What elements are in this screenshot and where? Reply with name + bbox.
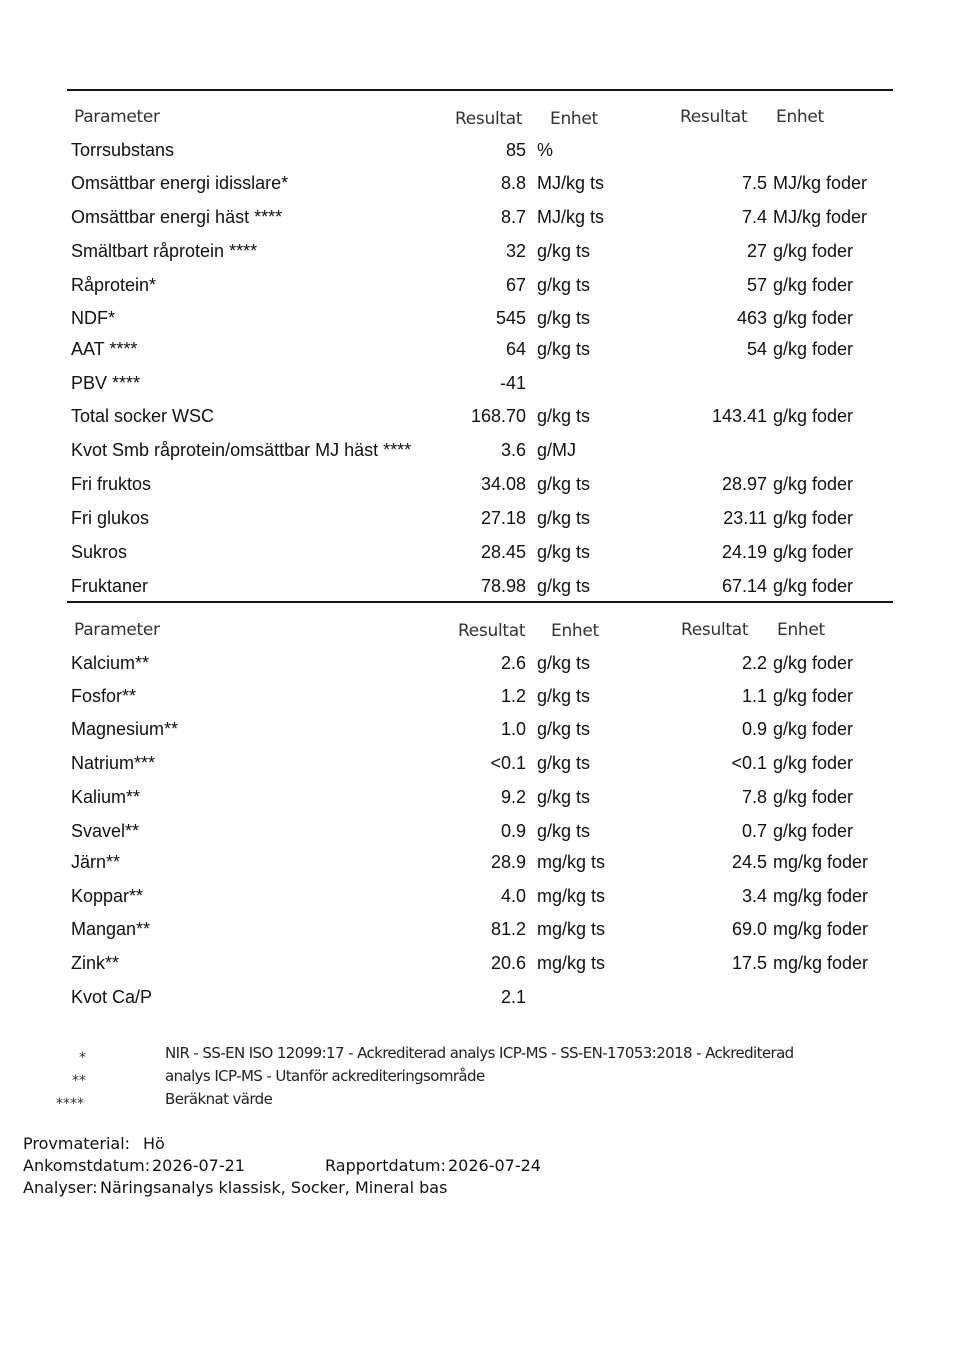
unit-ts: g/kg ts: [537, 653, 591, 673]
result-ts: 168.70: [470, 406, 526, 426]
unit-ts: g/kg ts: [537, 787, 591, 807]
unit-ts: g/kg ts: [537, 542, 591, 562]
result-ts: 67: [505, 275, 526, 295]
result-foder: 28.97: [721, 474, 767, 494]
result-ts: 0.9: [500, 821, 526, 841]
parameter-name: Natrium***: [71, 753, 156, 773]
unit-foder: g/kg foder: [773, 542, 854, 562]
unit-ts: g/kg ts: [537, 308, 591, 328]
result-foder: 143.41: [711, 406, 767, 426]
result-foder: 0.9: [741, 719, 767, 739]
result-ts: 27.18: [480, 508, 526, 528]
unit-ts: mg/kg ts: [537, 953, 606, 973]
parameter-name: Fosfor**: [71, 686, 137, 706]
header-result-ts: Resultat: [455, 109, 523, 129]
unit-ts: mg/kg ts: [537, 919, 606, 939]
parameter-name: Mangan**: [71, 919, 151, 939]
table-row: [0, 852, 960, 878]
header-result-ts: Resultat: [458, 621, 526, 641]
header-unit-ts: Enhet: [550, 109, 598, 129]
table-row: [0, 542, 960, 568]
result-foder: 24.19: [721, 542, 767, 562]
table-row: [0, 508, 960, 534]
table-row: [0, 140, 960, 166]
result-foder: <0.1: [731, 753, 767, 773]
unit-foder: MJ/kg foder: [773, 173, 868, 193]
table-row: [0, 308, 960, 334]
header-unit-foder: Enhet: [777, 620, 825, 640]
result-ts: 1.0: [500, 719, 526, 739]
header-parameter: Parameter: [74, 620, 160, 640]
result-ts: 8.7: [500, 207, 526, 227]
result-foder: 7.5: [741, 173, 767, 193]
result-ts: 28.45: [480, 542, 526, 562]
parameter-name: AAT ****: [71, 339, 138, 359]
result-foder: 7.8: [741, 787, 767, 807]
parameter-name: Svavel**: [71, 821, 140, 841]
unit-ts: g/kg ts: [537, 406, 591, 426]
unit-ts: g/kg ts: [537, 339, 591, 359]
result-foder: 67.14: [721, 576, 767, 596]
result-ts: 545: [495, 308, 526, 328]
table-row: [0, 576, 960, 602]
result-foder: 69.0: [731, 919, 767, 939]
header-result-foder: Resultat: [680, 107, 748, 127]
result-ts: -41: [499, 373, 526, 393]
parameter-name: Fruktaner: [71, 576, 149, 596]
unit-ts: g/kg ts: [537, 275, 591, 295]
table-row: [0, 787, 960, 813]
result-ts: 8.8: [500, 173, 526, 193]
unit-ts: g/kg ts: [537, 474, 591, 494]
parameter-name: Magnesium**: [71, 719, 179, 739]
table-row: [0, 686, 960, 712]
top-rule: [67, 89, 893, 91]
result-ts: 78.98: [480, 576, 526, 596]
parameter-name: Omsättbar energi häst ****: [71, 207, 283, 227]
rapport-value: 2026-07-24: [448, 1156, 541, 1175]
result-ts: 28.9: [490, 852, 526, 872]
unit-foder: g/kg foder: [773, 719, 854, 739]
unit-ts: g/kg ts: [537, 508, 591, 528]
ankomst-value: 2026-07-21: [152, 1156, 245, 1175]
parameter-name: Järn**: [71, 852, 121, 872]
result-foder: 3.4: [741, 886, 767, 906]
table-row: [0, 821, 960, 847]
unit-foder: mg/kg foder: [773, 886, 869, 906]
unit-foder: g/kg foder: [773, 275, 854, 295]
result-ts: 3.6: [500, 440, 526, 460]
result-foder: 54: [746, 339, 767, 359]
footnote-symbol: ****: [56, 1096, 84, 1112]
parameter-name: Fri glukos: [71, 508, 150, 528]
provmaterial-label: Provmaterial:: [23, 1134, 131, 1153]
parameter-name: Sukros: [71, 542, 128, 562]
result-foder: 2.2: [741, 653, 767, 673]
provmaterial-value: Hö: [143, 1134, 165, 1153]
table-row: [0, 207, 960, 233]
header-parameter: Parameter: [74, 107, 160, 127]
footnote-symbol: **: [72, 1073, 86, 1089]
result-ts: <0.1: [490, 753, 526, 773]
unit-ts: %: [537, 140, 554, 160]
table-row: [0, 919, 960, 945]
table-row: [0, 339, 960, 365]
unit-foder: g/kg foder: [773, 821, 854, 841]
result-foder: 24.5: [731, 852, 767, 872]
table-row: [0, 653, 960, 679]
result-foder: 1.1: [741, 686, 767, 706]
unit-foder: mg/kg foder: [773, 953, 869, 973]
result-ts: 64: [505, 339, 526, 359]
unit-foder: g/kg foder: [773, 474, 854, 494]
table-row: [0, 886, 960, 912]
parameter-name: Råprotein*: [71, 275, 157, 295]
unit-ts: g/MJ: [537, 440, 577, 460]
parameter-name: Kalium**: [71, 787, 141, 807]
table-row: [0, 719, 960, 745]
parameter-name: Smältbart råprotein ****: [71, 241, 258, 261]
result-foder: 17.5: [731, 953, 767, 973]
table-row: [0, 373, 960, 399]
parameter-name: Kvot Smb råprotein/omsättbar MJ häst ****: [71, 440, 412, 460]
unit-foder: g/kg foder: [773, 308, 854, 328]
table-row: [0, 275, 960, 301]
unit-ts: g/kg ts: [537, 686, 591, 706]
result-ts: 20.6: [490, 953, 526, 973]
result-foder: 27: [746, 241, 767, 261]
analyser-label: Analyser:: [23, 1178, 98, 1197]
unit-foder: g/kg foder: [773, 686, 854, 706]
unit-foder: g/kg foder: [773, 787, 854, 807]
result-foder: 23.11: [723, 508, 767, 528]
result-ts: 4.0: [500, 886, 526, 906]
table-row: [0, 987, 960, 1013]
unit-ts: g/kg ts: [537, 719, 591, 739]
unit-ts: MJ/kg ts: [537, 173, 605, 193]
unit-foder: g/kg foder: [773, 406, 854, 426]
footnote-line: analys ICP-MS - Utanför ackrediteringsområde: [165, 1067, 485, 1085]
parameter-name: Kalcium**: [71, 653, 150, 673]
result-ts: 1.2: [500, 686, 526, 706]
header-unit-foder: Enhet: [776, 107, 824, 127]
unit-foder: g/kg foder: [773, 508, 854, 528]
unit-ts: g/kg ts: [537, 821, 591, 841]
unit-ts: MJ/kg ts: [537, 207, 605, 227]
unit-foder: g/kg foder: [773, 576, 854, 596]
unit-foder: mg/kg foder: [773, 919, 869, 939]
result-foder: 57: [746, 275, 767, 295]
result-foder: 463: [736, 308, 767, 328]
parameter-name: NDF*: [71, 308, 115, 328]
footnote-symbol: *: [79, 1050, 86, 1066]
result-ts: 2.1: [500, 987, 526, 1007]
unit-ts: g/kg ts: [537, 753, 591, 773]
parameter-name: Koppar**: [71, 886, 144, 906]
header-result-foder: Resultat: [681, 620, 749, 640]
parameter-name: Zink**: [71, 953, 120, 973]
unit-ts: g/kg ts: [537, 241, 591, 261]
result-ts: 81.2: [490, 919, 526, 939]
unit-foder: g/kg foder: [773, 241, 854, 261]
unit-ts: mg/kg ts: [537, 886, 606, 906]
middle-rule: [67, 601, 893, 603]
unit-ts: mg/kg ts: [537, 852, 606, 872]
unit-foder: g/kg foder: [773, 339, 854, 359]
table-row: [0, 753, 960, 779]
ankomst-label: Ankomstdatum:: [23, 1156, 151, 1175]
unit-foder: g/kg foder: [773, 753, 854, 773]
result-ts: 2.6: [500, 653, 526, 673]
table-row: [0, 406, 960, 432]
parameter-name: Kvot Ca/P: [71, 987, 153, 1007]
unit-foder: mg/kg foder: [773, 852, 869, 872]
unit-foder: g/kg foder: [773, 653, 854, 673]
header-unit-ts: Enhet: [551, 621, 599, 641]
parameter-name: Fri fruktos: [71, 474, 152, 494]
result-ts: 9.2: [500, 787, 526, 807]
result-ts: 85: [505, 140, 526, 160]
footnote-line: NIR - SS-EN ISO 12099:17 - Ackrediterad analys ICP-MS - SS-EN-17053:2018 - Ackrediterad: [165, 1044, 794, 1062]
result-foder: 0.7: [741, 821, 767, 841]
result-foder: 7.4: [741, 207, 767, 227]
result-ts: 34.08: [480, 474, 526, 494]
table-row: [0, 440, 960, 466]
footnote-line: Beräknat värde: [165, 1090, 273, 1108]
parameter-name: Torrsubstans: [71, 140, 175, 160]
parameter-name: Omsättbar energi idisslare*: [71, 173, 289, 193]
table-row: [0, 953, 960, 979]
parameter-name: PBV ****: [71, 373, 141, 393]
table-row: [0, 474, 960, 500]
result-ts: 32: [505, 241, 526, 261]
table-row: [0, 241, 960, 267]
unit-ts: g/kg ts: [537, 576, 591, 596]
unit-foder: MJ/kg foder: [773, 207, 868, 227]
table-row: [0, 173, 960, 199]
analyser-value: Näringsanalys klassisk, Socker, Mineral bas: [100, 1178, 448, 1197]
rapport-label: Rapportdatum:: [325, 1156, 446, 1175]
parameter-name: Total socker WSC: [71, 406, 215, 426]
